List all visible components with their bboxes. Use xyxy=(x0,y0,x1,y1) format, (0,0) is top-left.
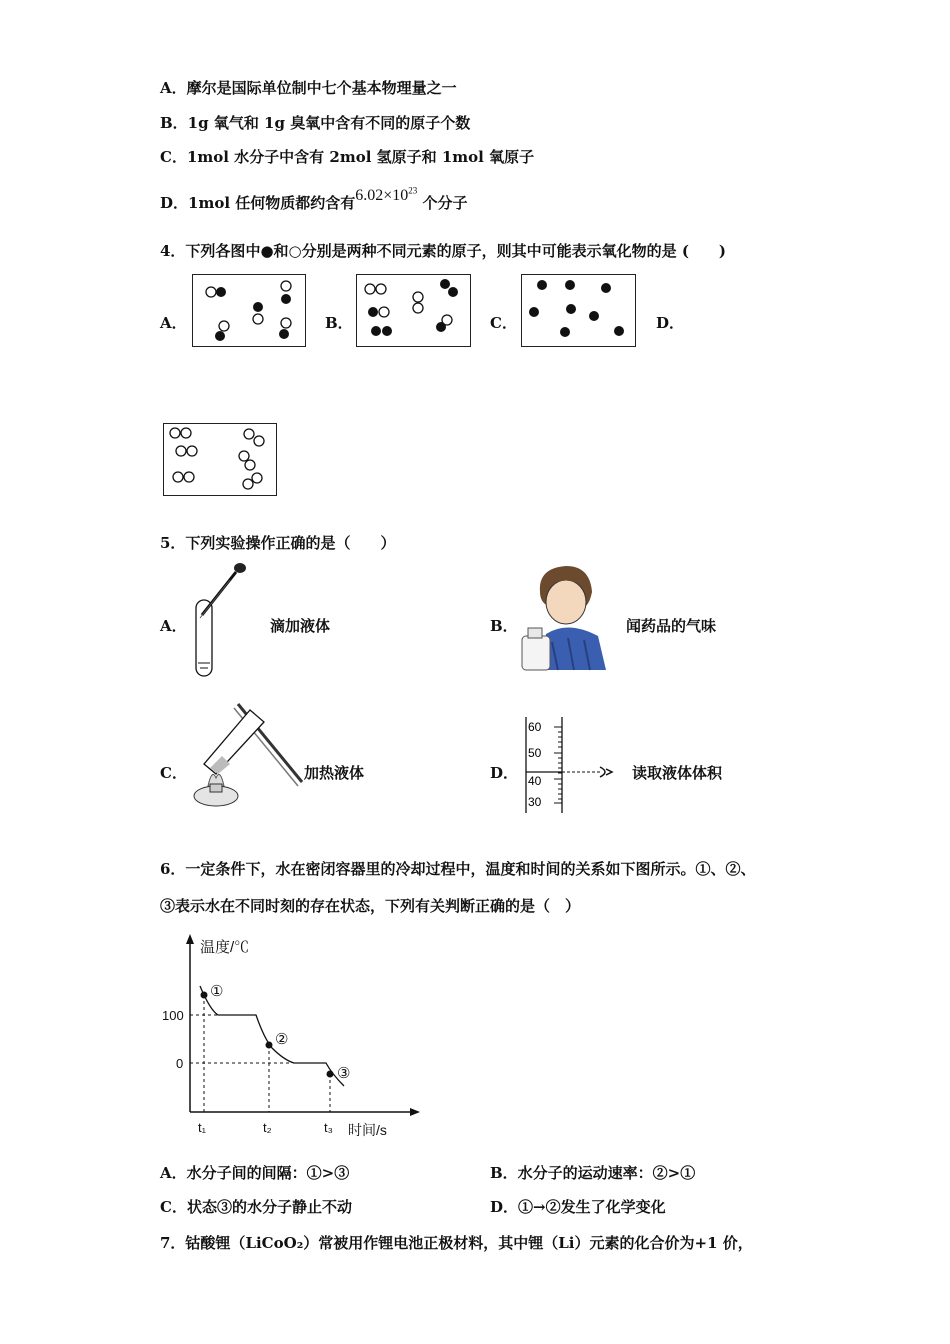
cylinder-tick-60: 60 xyxy=(528,720,542,734)
q4-diagram-c xyxy=(521,274,636,347)
q6-option-c: C．状态③的水分子静止不动 xyxy=(160,1198,352,1216)
q3-option-a: A．摩尔是国际单位制中七个基本物理量之一 xyxy=(160,79,457,97)
q6-stem-line2: ③表示水在不同时刻的存在状态，下列有关判断正确的是（ ） xyxy=(160,897,581,915)
q5-label-b: B． xyxy=(490,617,518,635)
q5-option-a-text: 滴加液体 xyxy=(270,617,331,635)
q6-option-b: B．水分子的运动速率：②>① xyxy=(490,1164,696,1182)
cylinder-tick-50: 50 xyxy=(528,746,542,760)
q6-stem-line1: 6．一定条件下，水在密闭容器里的冷却过程中，温度和时间的关系如下图所示。①、②、 xyxy=(160,860,756,878)
q4-diagram-d xyxy=(163,423,277,496)
q5-option-c-text: 加热液体 xyxy=(304,764,365,782)
q4-label-a: A． xyxy=(160,314,187,332)
q5-option-d-text: 读取液体体积 xyxy=(632,764,723,782)
q4-diagram-a xyxy=(192,274,306,347)
dropper-test-tube-illustration xyxy=(190,560,250,680)
q4-stem: 4．下列各图中●和○分别是两种不同元素的原子，则其中可能表示氧化物的是 ( ) xyxy=(160,242,727,260)
particle-diagram-b xyxy=(357,275,470,346)
graph-x-tick-t2: t₂ xyxy=(263,1120,272,1135)
q4-label-d: D． xyxy=(656,314,685,332)
graph-x-label: 时间/s xyxy=(348,1122,387,1138)
particle-diagram-c xyxy=(522,275,635,346)
q3-option-c: C．1mol 水分子中含有 2mol 氢原子和 1mol 氧原子 xyxy=(160,148,535,166)
q3-option-d-prefix: D．1mol 任何物质都约含有 xyxy=(160,194,356,212)
smelling-person-illustration xyxy=(518,562,610,670)
graph-point-3: ③ xyxy=(337,1065,351,1082)
graph-point-1: ① xyxy=(210,983,224,1000)
q7-stem: 7．钴酸锂（LiCoO₂）常被用作锂电池正极材料，其中锂（Li）元素的化合价为+1 价， xyxy=(160,1234,753,1252)
q3-option-d xyxy=(160,185,468,213)
q4-label-c: C． xyxy=(490,314,517,332)
q5-label-d: D． xyxy=(490,764,519,782)
q3-option-d-suffix: 个分子 xyxy=(422,194,468,212)
q6-option-a: A．水分子间的间隔：①>③ xyxy=(160,1164,350,1182)
q5-label-a: A． xyxy=(160,617,187,635)
graph-y-tick-0: 0 xyxy=(176,1056,184,1071)
graduated-cylinder-illustration xyxy=(520,715,620,815)
graph-x-tick-t1: t₁ xyxy=(198,1120,206,1135)
cylinder-tick-30: 30 xyxy=(528,795,542,809)
graph-y-tick-100: 100 xyxy=(162,1008,184,1023)
cylinder-tick-40: 40 xyxy=(528,774,542,788)
particle-diagram-a xyxy=(193,275,305,346)
particle-diagram-d xyxy=(164,424,276,495)
heating-test-tube-illustration xyxy=(190,698,305,810)
graph-y-label: 温度/℃ xyxy=(200,939,250,956)
q5-label-c: C． xyxy=(160,764,187,782)
q5-stem: 5．下列实验操作正确的是（ ） xyxy=(160,534,396,552)
temperature-time-graph xyxy=(160,930,430,1140)
q4-diagram-b xyxy=(356,274,471,347)
q3-option-b: B．1g 氧气和 1g 臭氧中含有不同的原子个数 xyxy=(160,114,471,132)
avogadro-number: $6.02\times 10^{23}$ xyxy=(355,185,418,204)
q6-option-d: D．①→②发生了化学变化 xyxy=(490,1198,666,1216)
q5-option-b-text: 闻药品的气味 xyxy=(626,617,717,635)
graph-x-tick-t3: t₃ xyxy=(324,1120,333,1135)
q4-label-b: B． xyxy=(325,314,353,332)
graph-point-2: ② xyxy=(275,1031,289,1048)
